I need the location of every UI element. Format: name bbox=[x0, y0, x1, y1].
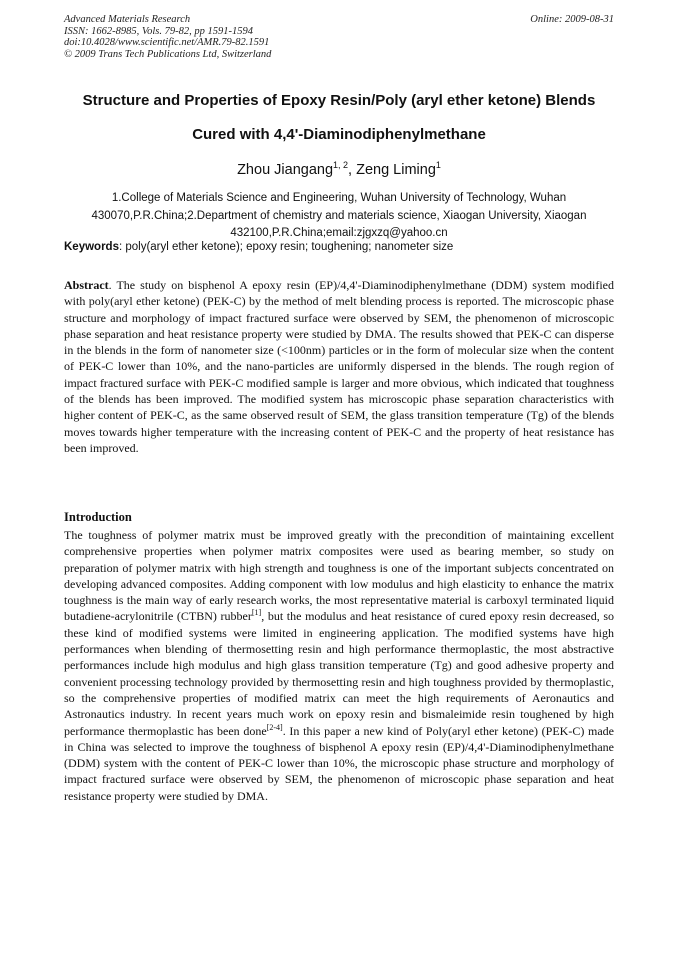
online-date: Online: 2009-08-31 bbox=[530, 14, 614, 25]
journal-header bbox=[64, 14, 614, 60]
author-list bbox=[0, 160, 678, 178]
abstract-label: Abstract bbox=[64, 278, 109, 292]
doi-line: doi:10.4028/www.scientific.net/AMR.79-82.1591 bbox=[64, 37, 270, 48]
author-name: Zeng Liming bbox=[356, 161, 436, 178]
abstract-text: . The study on bisphenol A epoxy resin (EP)/4,4'-Diaminodiphenylmethane (DDM) system modified with poly(aryl ether ketone) (PEK-C) by the method of melt blending process is reported. The microscopic phase structure and morphology of impact fractured surface were observed by SEM, the phenomenon of microscopic phase separation and heat resistance property were studied by DMA. The results showed that PEK-C can disperse in the blends in the form of nanometer size (<100nm) particles or in the form of molecular size when the content of PEK-C lower than 10%, and the nano-particles are uniformly dispersed in the blends. The rough region of impact fractured surface with PEK-C modified sample is larger and more obvious, which indicated that toughness of the blends has been improved. The modified system has microscopic phase separation characteristics with higher content of PEK-C, as the same observed result of SEM, the glass transition temperature (Tg) of the blends moves towards higher temperature with the increasing content of PEK-C and the property of heat resistance has been improved. bbox=[64, 278, 614, 455]
affiliations bbox=[60, 190, 618, 243]
introduction-body bbox=[64, 527, 614, 804]
intro-text: . In this paper a new kind of Poly(aryl ether ketone) (PEK-C) made in China was selected to improve the toughness of bisphenol A epoxy resin (EP)/4,4'-Diaminodiphenylmethane (DDM) system with the content of PEK-C lower than 10%, the microscopic phase structure and morphology of impact fractured surface were observed by SEM, the phenomenon of microscopic phase separation and heat resistance property were studied by DMA. bbox=[64, 723, 615, 803]
author-name: Zhou Jiangang bbox=[237, 161, 334, 178]
affiliation-line: 432100,P.R.China;email:zjgxzq@yahoo.cn bbox=[230, 227, 448, 239]
author-affiliation-mark: 1, 2 bbox=[333, 160, 349, 170]
affiliation-line: 1.College of Materials Science and Engineering, Wuhan University of Technology, Wuhan bbox=[111, 192, 567, 204]
citation-ref: [2-4] bbox=[266, 722, 283, 732]
issn-line: ISSN: 1662-8985, Vols. 79-82, pp 1591-1594 bbox=[64, 25, 253, 37]
section-heading-introduction: Introduction bbox=[64, 510, 132, 524]
paper-title-line1: Structure and Properties of Epoxy Resin/Poly (aryl ether ketone) Blends bbox=[82, 92, 596, 109]
keywords bbox=[64, 241, 624, 253]
author-separator: , bbox=[348, 161, 357, 178]
copyright-line: © 2009 Trans Tech Publications Ltd, Switzerland bbox=[64, 48, 272, 60]
keywords-label: Keywords bbox=[64, 241, 119, 253]
intro-text: The toughness of polymer matrix must be improved greatly with the precondition of maintaining excellent comprehensive properties when polymer matrix composites were used as bearing member, so study on preparation of polymer matrix with high strength and toughness is one of the important subjects concentrated on developing advanced composites. Adding component with low modulus and high elasticity to enhance the matrix toughness is the main way of early research works, the most representative material is carboxyl terminated liquid butadiene-acrylonitrile (CTBN) rubber bbox=[64, 528, 614, 624]
author-affiliation-mark: 1 bbox=[435, 160, 441, 170]
intro-text: , but the modulus and heat resistance of cured epoxy resin decreased, so these kind of modified systems were limited in engineering application. The modified systems have high performances when blending of thermosetting resin and high performance thermoplastic, the most abstractive performances include high modulus and high glass transition temperature (Tg) and good adhesive property and convenient processing technology provided by thermosetting resin and high toughness provided by thermoplastic, so the comprehensive properties of modified matrix can meet the high requirements of Aeronautics and Astronautics industry. In recent years much work on epoxy resin and bismaleimide resin toughened by high performance thermoplastic has been done bbox=[64, 609, 615, 738]
keywords-text: : poly(aryl ether ketone); epoxy resin; toughening; nanometer size bbox=[118, 241, 454, 253]
journal-name: Advanced Materials Research bbox=[64, 14, 191, 25]
affiliation-line: 430070,P.R.China;2.Department of chemistry and materials science, Xiaogan University, Xiaogan bbox=[91, 209, 587, 222]
citation-ref: [1] bbox=[251, 608, 262, 618]
paper-title-line2: Cured with 4,4'-Diaminodiphenylmethane bbox=[192, 126, 486, 143]
abstract bbox=[64, 277, 614, 456]
